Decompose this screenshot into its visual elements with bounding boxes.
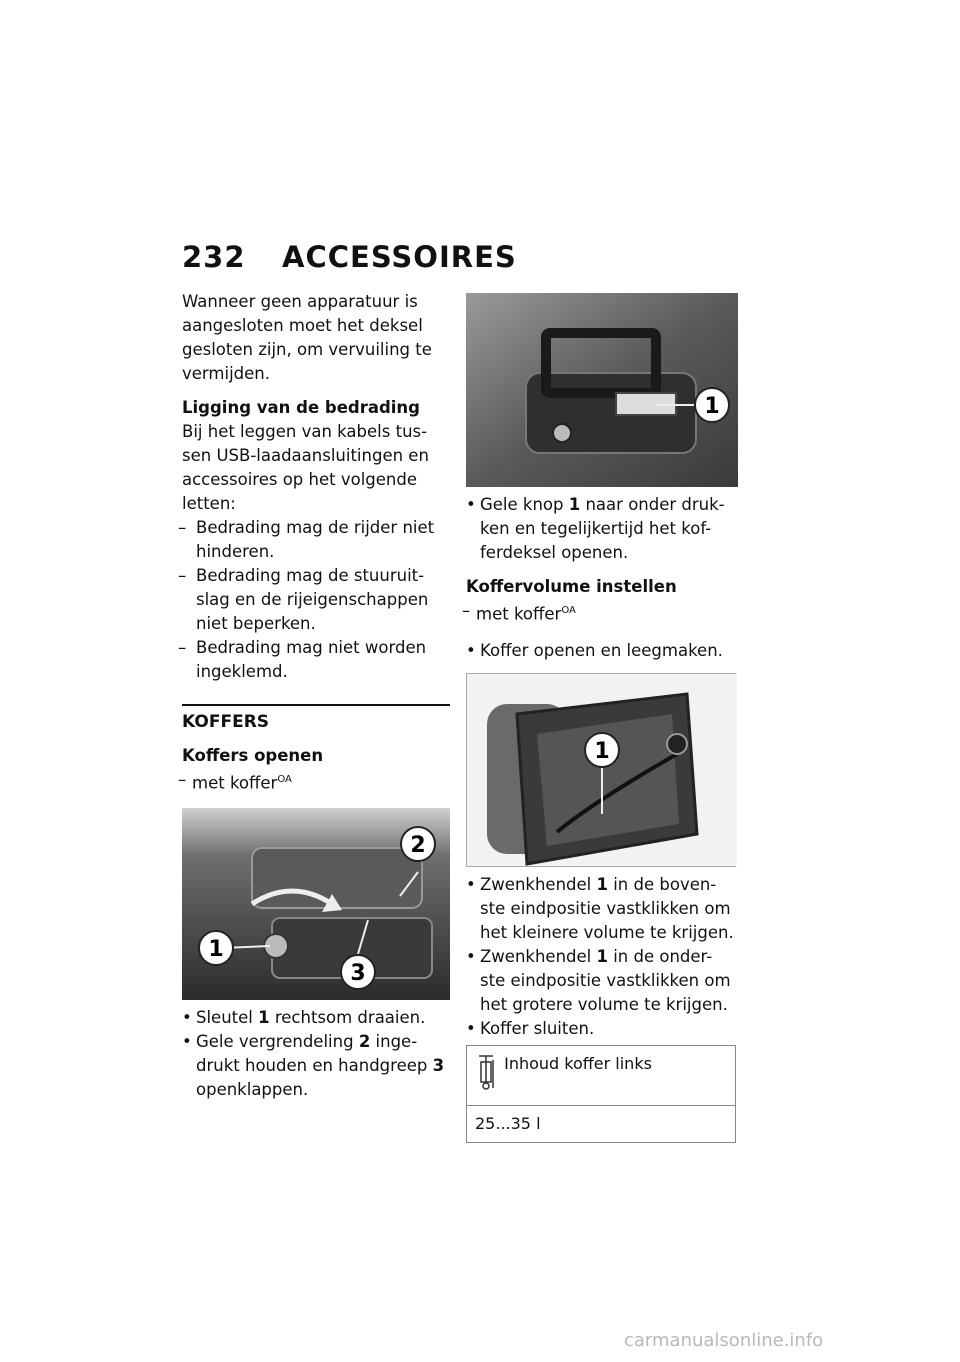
volume-title: Koffervolume instellen — [466, 577, 677, 596]
spec-label-cell — [467, 1045, 736, 1105]
step-item: • Koffer openen en leegmaken. — [466, 639, 738, 663]
wiring-list — [182, 516, 450, 684]
spec-value: 25...35 l — [467, 1105, 736, 1142]
right-column — [466, 290, 738, 1143]
step-item: • Sleutel 1 rechtsom draaien. — [182, 1006, 450, 1030]
callout-3: 3 — [350, 960, 366, 986]
section-title: ACCESSOIRES — [282, 240, 517, 274]
case-lock-photo — [182, 808, 450, 1000]
step-item: • Gele knop 1 naar onder druk- ken en tegelijkertijd het kof- ferdeksel openen. — [466, 493, 738, 565]
callout-1: 1 — [208, 936, 224, 962]
page-header — [182, 240, 517, 274]
case-button-photo — [466, 293, 734, 487]
oa-superscript: OA — [277, 774, 292, 785]
open-title: Koffers openen — [182, 746, 324, 765]
list-item: – Bedrading mag de stuuruit- slag en de rijeigenschappen niet beperken. — [182, 564, 450, 636]
wiring-text: Bij het leggen van kabels tus- sen USB-laadaansluitingen en accessoires op het volgende letten: — [182, 422, 429, 513]
volume-steps — [466, 873, 738, 1041]
open-condition: – met koffer$^{OA}$ — [182, 768, 450, 796]
spec-label: Inhoud koffer links — [504, 1053, 652, 1073]
step-item: • Gele vergrendeling 2 inge- drukt houden en handgreep 3 openklappen. — [182, 1030, 450, 1102]
volume-condition: – met koffer$^{OA}$ — [466, 599, 738, 627]
caliper-icon — [475, 1052, 499, 1099]
callout-1: 1 — [704, 394, 720, 419]
step-item: • Koffer sluiten. — [466, 1017, 738, 1041]
case-interior-photo — [466, 673, 736, 867]
list-item: – Bedrading mag niet worden ingeklemd. — [182, 636, 450, 684]
step-item: • Zwenkhendel 1 in de boven- ste eindpositie vastklikken om het kleinere volume te krijgen. — [466, 873, 738, 945]
callout-1: 1 — [594, 738, 610, 764]
button-steps — [466, 493, 738, 565]
watermark: carmanualsonline.info — [624, 1330, 824, 1351]
left-column — [182, 290, 450, 1112]
empty-step — [466, 639, 738, 663]
wiring-title: Ligging van de bedrading — [182, 398, 420, 417]
callout-2: 2 — [410, 832, 426, 858]
intro-text: Wanneer geen apparatuur is aangesloten moet het deksel gesloten zijn, om vervuiling te vermijden. — [182, 292, 432, 383]
page-number: 232 — [182, 240, 246, 274]
list-item: – Bedrading mag de rijder niet hinderen. — [182, 516, 450, 564]
oa-superscript: OA — [561, 605, 576, 616]
section-heading: KOFFERS — [182, 704, 450, 734]
spec-table — [466, 1045, 736, 1143]
open-steps — [182, 1006, 450, 1102]
step-item: • Zwenkhendel 1 in de onder- ste eindpositie vastklikken om het grotere volume te krijgen. — [466, 945, 738, 1017]
